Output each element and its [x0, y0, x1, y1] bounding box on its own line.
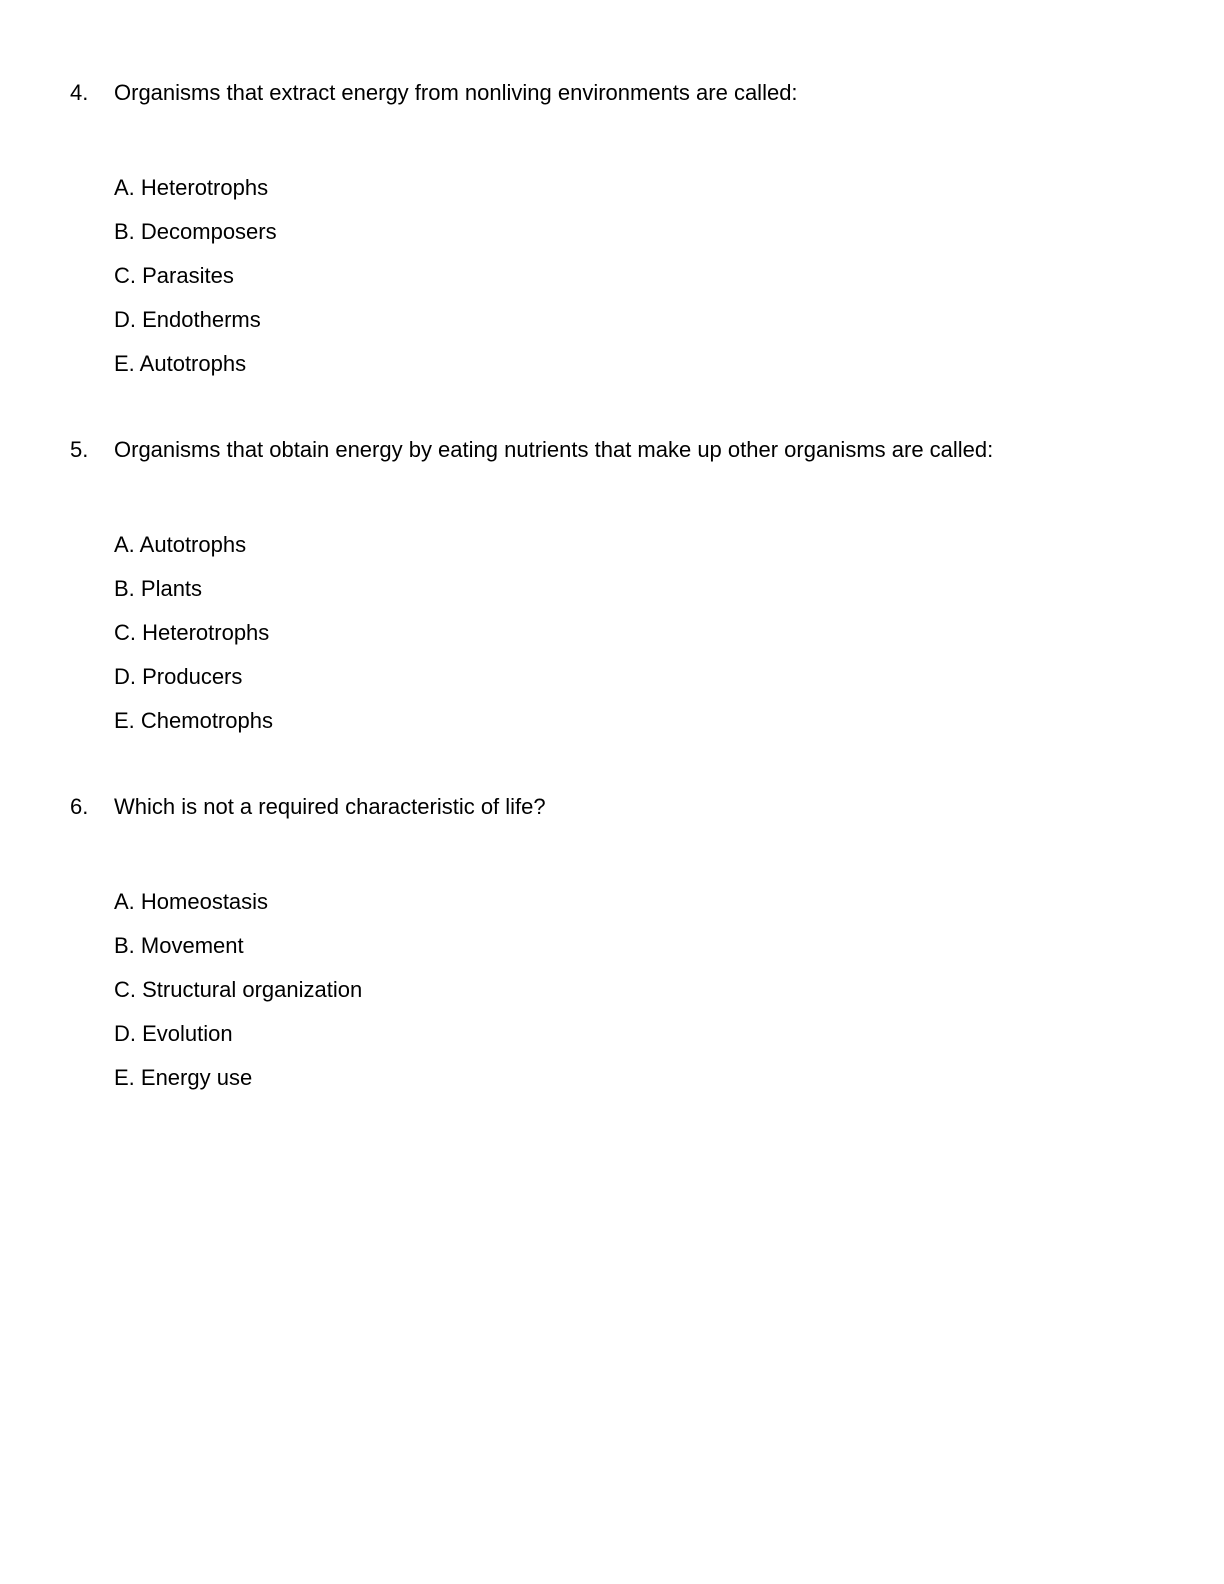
answer-option-a: A. Autotrophs — [114, 532, 247, 557]
answer-options — [114, 173, 277, 393]
question-stem — [70, 792, 1170, 822]
answer-option-a: A. Heterotrophs — [114, 175, 269, 200]
question-number: 5. — [70, 437, 89, 462]
question-stem — [70, 78, 1170, 108]
answer-option-c: C. Parasites — [114, 263, 234, 288]
question-number: 6. — [70, 794, 89, 819]
answer-option-e: E. Chemotrophs — [114, 708, 273, 733]
question-text: Organisms that extract energy from nonliving environments are called: — [114, 80, 798, 105]
answer-option-a: A. Homeostasis — [114, 889, 269, 914]
answer-option-e: E. Autotrophs — [114, 351, 247, 376]
question-stem — [70, 435, 1170, 465]
answer-option-d: D. Producers — [114, 664, 243, 689]
answer-option-b: B. Decomposers — [114, 219, 277, 244]
question-text: Which is not a required characteristic of life? — [114, 794, 546, 819]
answer-option-d: D. Evolution — [114, 1021, 233, 1046]
question-4 — [70, 78, 1170, 376]
answer-option-c: C. Heterotrophs — [114, 620, 270, 645]
question-number: 4. — [70, 80, 89, 105]
answer-option-b: B. Plants — [114, 576, 203, 601]
answer-options — [114, 530, 273, 750]
answer-option-b: B. Movement — [114, 933, 244, 958]
answer-options — [114, 887, 362, 1107]
question-6 — [70, 792, 1170, 1090]
answer-option-e: E. Energy use — [114, 1065, 253, 1090]
question-text: Organisms that obtain energy by eating nutrients that make up other organisms are called: — [114, 437, 994, 462]
answer-option-d: D. Endotherms — [114, 307, 261, 332]
answer-option-c: C. Structural organization — [114, 977, 363, 1002]
question-5 — [70, 435, 1170, 733]
